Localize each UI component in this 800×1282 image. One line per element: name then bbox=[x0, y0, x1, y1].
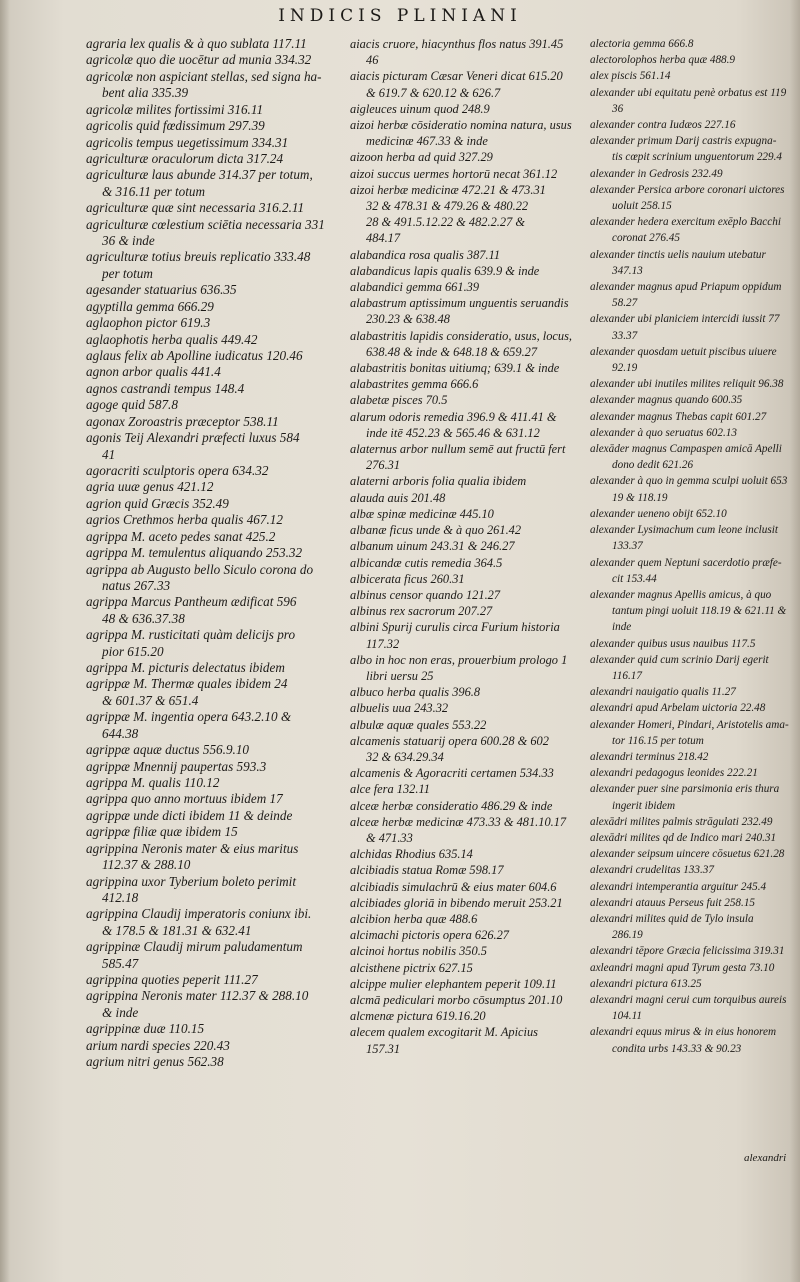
index-column-2 bbox=[350, 36, 588, 1057]
index-entry-line: 46 bbox=[366, 53, 379, 68]
index-entry-line: alauda auis 201.48 bbox=[350, 490, 446, 505]
index-entry-line: agricolæ milites fortissimi 316.11 bbox=[86, 101, 264, 117]
index-entry-line: medicinæ 467.33 & inde bbox=[366, 134, 488, 149]
index-entry-line: agrippæ Mnennij paupertas 593.3 bbox=[86, 758, 267, 774]
index-entry-line: alexādri milites palmis strāgulati 232.49 bbox=[590, 815, 773, 828]
index-entry-line: alcamenis & Agoracriti certamen 534.33 bbox=[350, 766, 554, 781]
page-left-edge-shadow bbox=[0, 0, 10, 1282]
index-entry-line: aizoi herbæ cōsideratio nomina natura, usus bbox=[350, 118, 572, 133]
index-entry-line: dono dedit 621.26 bbox=[612, 459, 694, 472]
index-entry-line: aglaus felix ab Apolline iudicatus 120.46 bbox=[86, 348, 303, 364]
index-entry-line: agriculturæ laus abunde 314.37 per totum, bbox=[86, 167, 313, 183]
index-entry-line: aizoi herbæ medicinæ 472.21 & 473.31 bbox=[350, 182, 546, 197]
index-entry-line: alcmā pediculari morbo cōsumptus 201.10 bbox=[350, 992, 563, 1007]
index-entry-line: albicandæ cutis remedia 364.5 bbox=[350, 555, 503, 570]
index-entry-line: alexandri intemperantia arguitur 245.4 bbox=[590, 880, 767, 893]
index-entry-line: 116.17 bbox=[612, 669, 642, 682]
index-entry-line: 133.37 bbox=[612, 540, 643, 553]
index-entry-line: agonax Zoroastris præceptor 538.11 bbox=[86, 413, 279, 429]
index-entry-line: 644.38 bbox=[102, 725, 139, 741]
index-entry-line: & 601.37 & 651.4 bbox=[102, 692, 199, 708]
index-entry-line: & inde bbox=[102, 1004, 139, 1020]
index-entry-line: agoge quid 587.8 bbox=[86, 397, 178, 413]
index-entry-line: agrium nitri genus 562.38 bbox=[86, 1054, 224, 1070]
index-entry-line: 92.19 bbox=[612, 362, 638, 375]
index-entry-line: alexander in Gedrosis 232.49 bbox=[590, 167, 723, 180]
index-entry-line: inde itē 452.23 & 565.46 & 631.12 bbox=[366, 425, 540, 440]
index-entry-line: alecem qualem excogitarit M. Apicius bbox=[350, 1025, 538, 1040]
index-entry-line: agrippa quo anno mortuus ibidem 17 bbox=[86, 791, 283, 807]
index-entry-line: 32 & 634.29.34 bbox=[366, 749, 444, 764]
index-entry-line: alcamenis statuarij opera 600.28 & 602 bbox=[350, 733, 549, 748]
index-entry-line: agricolæ quo die uocētur ad munia 334.32 bbox=[86, 52, 312, 68]
index-entry-line: agrippa M. rusticitati quàm delicijs pro bbox=[86, 627, 296, 643]
index-entry-line: pior 615.20 bbox=[102, 643, 164, 659]
index-entry-line: alexandri equus mirus & in eius honorem bbox=[590, 1026, 777, 1039]
index-entry-line: alarum odoris remedia 396.9 & 411.41 & bbox=[350, 409, 557, 424]
index-entry-line: agonis Teij Alexandri præfecti luxus 584 bbox=[86, 430, 300, 446]
index-entry-line: ingerit ibidem bbox=[612, 799, 676, 812]
index-entry-line: alexander magnus Thebas capit 601.27 bbox=[590, 410, 767, 423]
index-entry-line: agrippinæ Claudij mirum paludamentum bbox=[86, 939, 303, 955]
index-entry-line: alcisthene pictrix 627.15 bbox=[350, 960, 473, 975]
index-entry-line: agrippina quoties peperit 111.27 bbox=[86, 972, 258, 988]
index-entry-line: agrion quid Græcis 352.49 bbox=[86, 495, 229, 511]
index-entry-line: inde bbox=[612, 621, 632, 634]
index-entry-line: alexander ueneno obijt 652.10 bbox=[590, 507, 727, 520]
index-entry-line: 28 & 491.5.12.22 & 482.2.27 & bbox=[366, 215, 526, 230]
index-entry-line: agraria lex qualis & à quo sublata 117.11 bbox=[86, 36, 307, 51]
index-entry-line: 484.17 bbox=[366, 231, 401, 246]
index-entry-line: bent alia 335.39 bbox=[102, 85, 189, 101]
index-entry-line: cit 153.44 bbox=[612, 572, 657, 585]
index-entry-line: aglaophon pictor 619.3 bbox=[86, 315, 211, 331]
index-entry-line: alexander à quo seruatus 602.13 bbox=[590, 426, 737, 439]
index-entry-line: alexandri tēpore Græcia felicissima 319.31 bbox=[590, 945, 785, 958]
index-entry-line: natus 267.33 bbox=[102, 577, 171, 593]
index-entry-line: alexander magnus apud Priapum oppidum bbox=[590, 281, 782, 294]
index-entry-line: tis cœpit scrinium unguentorum 229.4 bbox=[612, 151, 782, 164]
running-head: INDICIS PLINIANI bbox=[278, 6, 522, 26]
index-entry-line: alexander seipsum uincere cōsuetus 621.28 bbox=[590, 848, 785, 861]
index-entry-line: agricolis tempus uegetissimum 334.31 bbox=[86, 134, 289, 150]
index-entry-line: alex piscis 561.14 bbox=[590, 70, 671, 83]
index-entry-line: alcibiadis statua Romæ 598.17 bbox=[350, 863, 504, 878]
index-entry-line: alceæ herbæ consideratio 486.29 & inde bbox=[350, 798, 553, 813]
index-entry-line: agrippæ aquæ ductus 556.9.10 bbox=[86, 742, 250, 758]
index-entry-line: 112.37 & 288.10 bbox=[102, 857, 191, 873]
index-entry-line: alexandri atauus Perseus fuit 258.15 bbox=[590, 896, 756, 909]
index-entry-line: alexander primum Darij castris expugna- bbox=[590, 135, 777, 148]
index-entry-line: alaterni arboris folia qualia ibidem bbox=[350, 474, 527, 489]
index-entry-line: agrippa ab Augusto bello Siculo corona do bbox=[86, 561, 314, 577]
index-entry-line: agnon arbor qualis 441.4 bbox=[86, 364, 221, 380]
index-entry-line: alexander hedera exercitum exēplo Bacchi bbox=[590, 216, 781, 229]
index-entry-line: alexander magnus quando 600.35 bbox=[590, 394, 743, 407]
index-entry-line: alectoria gemma 666.8 bbox=[590, 38, 694, 50]
index-entry-line: aigleuces uinum quod 248.9 bbox=[350, 101, 490, 116]
index-entry-line: alabetæ pisces 70.5 bbox=[350, 393, 448, 408]
index-entry-line: aizoon herba ad quid 327.29 bbox=[350, 150, 493, 165]
index-entry-line: alexandri pictura 613.25 bbox=[590, 977, 702, 990]
index-entry-line: 638.48 & inde & 648.18 & 659.27 bbox=[366, 344, 538, 359]
index-entry-line: albinus rex sacrorum 207.27 bbox=[350, 604, 493, 619]
index-entry-line: albicerata ficus 260.31 bbox=[350, 571, 465, 586]
index-entry-line: alexander quosdam uetuit piscibus uiuere bbox=[590, 345, 777, 358]
index-entry-line: agricolis quid fœdissimum 297.39 bbox=[86, 118, 265, 134]
index-entry-line: tor 116.15 per totum bbox=[612, 734, 704, 747]
index-entry-line: arium nardi species 220.43 bbox=[86, 1037, 230, 1053]
index-entry-line: 117.32 bbox=[366, 636, 400, 651]
index-entry-line: agrippa Marcus Pantheum ædificat 596 bbox=[86, 594, 297, 610]
index-entry-line: alexandri magni cerui cum torquibus aureis bbox=[590, 993, 787, 1006]
index-entry-line: alabandica rosa qualis 387.11 bbox=[350, 247, 501, 262]
index-entry-line: 347.13 bbox=[612, 264, 643, 277]
index-entry-line: alexandri milites quid de Tylo insula bbox=[590, 912, 754, 925]
index-entry-line: alcmenæ pictura 619.16.20 bbox=[350, 1009, 486, 1024]
index-column-3 bbox=[590, 36, 796, 1057]
index-column-1 bbox=[86, 36, 342, 1071]
index-entry-line: 19 & 118.19 bbox=[612, 491, 668, 504]
index-entry-line: agriculturæ cœlestium sciētia necessaria 331 bbox=[86, 216, 325, 232]
index-entry-line: agrios Crethmos herba qualis 467.12 bbox=[86, 512, 283, 528]
index-entry-line: alexandri terminus 218.42 bbox=[590, 750, 709, 763]
index-entry-line: alexandri nauigatio qualis 11.27 bbox=[590, 686, 736, 699]
index-entry-line: agrippa M. qualis 110.12 bbox=[86, 774, 220, 790]
index-entry-line: 36 bbox=[612, 102, 624, 115]
index-entry-line: agrippina Neronis mater 112.37 & 288.10 bbox=[86, 988, 309, 1004]
index-entry-line: albini Spurij curulis circa Furium historia bbox=[350, 620, 560, 635]
index-entry-line: alchidas Rhodius 635.14 bbox=[350, 847, 473, 862]
index-entry-line: alexander ubi inutiles milites reliquit 96.38 bbox=[590, 378, 784, 391]
index-entry-line: albinus censor quando 121.27 bbox=[350, 587, 501, 602]
index-entry-line: 104.11 bbox=[612, 1010, 642, 1023]
index-entry-line: alexander quem Neptuni sacerdotio præfe- bbox=[590, 556, 782, 569]
index-entry-line: alabastritis lapidis consideratio, usus, locus, bbox=[350, 328, 573, 343]
index-entry-line: uoluit 258.15 bbox=[612, 200, 672, 213]
index-entry-line: agrippæ M. ingentia opera 643.2.10 & bbox=[86, 709, 292, 725]
index-entry-line: alcinoi hortus nobilis 350.5 bbox=[350, 944, 487, 959]
index-entry-line: alcimachi pictoris opera 626.27 bbox=[350, 928, 509, 943]
index-entry-line: agrippa M. picturis delectatus ibidem bbox=[86, 660, 285, 676]
index-entry-line: agrippina Claudij imperatoris coniunx ibi. bbox=[86, 906, 312, 922]
index-entry-line: alabandicus lapis qualis 639.9 & inde bbox=[350, 263, 540, 278]
index-entry-line: 36 & inde bbox=[102, 233, 155, 249]
index-entry-line: agrippinæ duæ 110.15 bbox=[86, 1021, 205, 1037]
index-entry-line: & 316.11 per totum bbox=[102, 183, 206, 199]
index-entry-line: agrippæ filiæ quæ ibidem 15 bbox=[86, 824, 238, 840]
index-entry-line: aiacis cruore, hiacynthus flos natus 391.45 bbox=[350, 37, 564, 51]
index-entry-line: agrippina Neronis mater & eius maritus bbox=[86, 840, 299, 856]
index-entry-line: alcibion herba quæ 488.6 bbox=[350, 911, 478, 926]
index-entry-line: alabastritis bonitas uitiumq; 639.1 & inde bbox=[350, 361, 560, 376]
index-entry-line: alcibiadis simulachrū & eius mater 604.6 bbox=[350, 879, 557, 894]
index-entry-line: alexandri crudelitas 133.37 bbox=[590, 864, 714, 877]
index-entry-line: agrippina uxor Tyberium boleto perimit bbox=[86, 873, 297, 889]
index-entry-line: alceæ herbæ medicinæ 473.33 & 481.10.17 bbox=[350, 814, 567, 829]
index-entry-line: alexander puer sine parsimonia eris thura bbox=[590, 783, 780, 796]
index-entry-line: alexādri milites qd de Indico mari 240.31 bbox=[590, 831, 777, 844]
catchword: alexandri bbox=[744, 1152, 787, 1164]
index-entry-line: 32 & 478.31 & 479.26 & 480.22 bbox=[366, 199, 529, 214]
index-entry-line: agria uuæ genus 421.12 bbox=[86, 479, 214, 495]
index-entry-line: & 471.33 bbox=[366, 830, 413, 845]
index-entry-line: coronat 276.45 bbox=[612, 232, 680, 245]
index-entry-line: & 178.5 & 181.31 & 632.41 bbox=[102, 922, 252, 938]
index-entry-line: agricolæ non aspiciant stellas, sed signa ha- bbox=[86, 68, 322, 84]
index-entry-line: agnos castrandi tempus 148.4 bbox=[86, 380, 245, 396]
index-entry-line: alcibiades gloriā in bibendo meruit 253.21 bbox=[350, 895, 563, 910]
index-entry-line: & 619.7 & 620.12 & 626.7 bbox=[366, 85, 501, 100]
index-entry-line: agrippæ M. Thermæ quales ibidem 24 bbox=[86, 676, 288, 692]
index-entry-line: agyptilla gemma 666.29 bbox=[86, 298, 214, 314]
index-entry-line: alcippe mulier elephantem peperit 109.11 bbox=[350, 976, 557, 991]
index-entry-line: alce fera 132.11 bbox=[350, 782, 430, 797]
index-entry-line: agesander statuarius 636.35 bbox=[86, 282, 237, 298]
index-entry-line: alexāder magnus Campaspen amicā Apelli bbox=[590, 443, 782, 456]
index-entry-line: alexander contra Iudæos 227.16 bbox=[590, 119, 736, 132]
index-entry-line: agriculturæ quæ sint necessaria 316.2.11 bbox=[86, 200, 305, 216]
index-entry-line: 230.23 & 638.48 bbox=[366, 312, 450, 327]
index-entry-line: alexander Homeri, Pindari, Aristotelis ama- bbox=[590, 718, 789, 731]
index-entry-line: alexander quibus usus nauibus 117.5 bbox=[590, 637, 756, 650]
index-entry-line: aizoi succus uermes hortorū necat 361.12 bbox=[350, 166, 558, 181]
index-entry-line: agrippa M. temulentus aliquando 253.32 bbox=[86, 545, 303, 561]
index-entry-line: albuelis uua 243.32 bbox=[350, 701, 449, 716]
index-entry-line: alexander ubi equitatu penè orbatus est 119 bbox=[590, 86, 787, 99]
index-entry-line: alexander Persica arbore coronari uictores bbox=[590, 183, 785, 196]
index-entry-line: albæ spinæ medicinæ 445.10 bbox=[350, 506, 494, 521]
index-entry-line: tantum pingi uoluit 118.19 & 621.11 & bbox=[612, 605, 787, 618]
index-entry-line: alexandri pedagogus leonides 222.21 bbox=[590, 767, 758, 780]
index-entry-line: albanæ ficus unde & à quo 261.42 bbox=[350, 523, 522, 538]
index-entry-line: alabastrites gemma 666.6 bbox=[350, 377, 479, 392]
index-entry-line: 412.18 bbox=[102, 889, 139, 905]
index-entry-line: 585.47 bbox=[102, 955, 139, 971]
index-entry-line: agoracriti sculptoris opera 634.32 bbox=[86, 462, 269, 478]
index-entry-line: alectorolophos herba quæ 488.9 bbox=[590, 54, 736, 67]
index-entry-line: axleandri magni apud Tyrum gesta 73.10 bbox=[590, 961, 775, 974]
index-entry-line: aglaophotis herba qualis 449.42 bbox=[86, 331, 258, 347]
index-entry-line: alexander ubi planiciem intercidi iussit 77 bbox=[590, 313, 780, 326]
index-entry-line: 41 bbox=[102, 446, 116, 462]
index-entry-line: agrippæ unde dicti ibidem 11 & deinde bbox=[86, 807, 293, 823]
index-entry-line: 157.31 bbox=[366, 1041, 401, 1056]
index-entry-line: alexander à quo in gemma sculpi uoluit 653 bbox=[590, 475, 788, 488]
index-entry-line: alexander Lysimachum cum leone inclusit bbox=[590, 524, 778, 537]
index-entry-line: per totum bbox=[102, 265, 153, 281]
index-entry-line: 48 & 636.37.38 bbox=[102, 610, 185, 626]
index-entry-line: albanum uinum 243.31 & 246.27 bbox=[350, 539, 515, 554]
index-entry-line: agriculturæ totius breuis replicatio 333.48 bbox=[86, 249, 311, 265]
index-entry-line: alabandici gemma 661.39 bbox=[350, 280, 480, 295]
index-entry-line: 58.27 bbox=[612, 297, 638, 310]
index-entry-line: agriculturæ oraculorum dicta 317.24 bbox=[86, 150, 284, 166]
index-entry-line: aiacis picturam Cæsar Veneri dicat 615.20 bbox=[350, 69, 563, 84]
index-entry-line: libri uersu 25 bbox=[366, 668, 434, 683]
index-entry-line: 286.19 bbox=[612, 929, 643, 942]
index-entry-line: albo in hoc non eras, prouerbium prologo 1 bbox=[350, 652, 568, 667]
index-entry-line: condita urbs 143.33 & 90.23 bbox=[612, 1042, 742, 1055]
index-entry-line: albulæ aquæ quales 553.22 bbox=[350, 717, 487, 732]
index-entry-line: albuco herba qualis 396.8 bbox=[350, 685, 481, 700]
index-entry-line: alexander magnus Apellis amicus, à quo bbox=[590, 588, 772, 601]
index-entry-line: alabastrum aptissimum unguentis seruandis bbox=[350, 296, 569, 311]
index-entry-line: alaternus arbor nullum semē aut fructū fert bbox=[350, 442, 566, 457]
index-entry-line: alexandri apud Arbelam uictoria 22.48 bbox=[590, 702, 766, 715]
index-entry-line: 276.31 bbox=[366, 458, 401, 473]
index-entry-line: 33.37 bbox=[612, 329, 638, 342]
index-entry-line: agrippa M. aceto pedes sanat 425.2 bbox=[86, 528, 276, 544]
index-entry-line: alexander tinctis uelis nauium utebatur bbox=[590, 248, 766, 261]
index-entry-line: alexander quid cum scrinio Darij egerit bbox=[590, 653, 769, 666]
